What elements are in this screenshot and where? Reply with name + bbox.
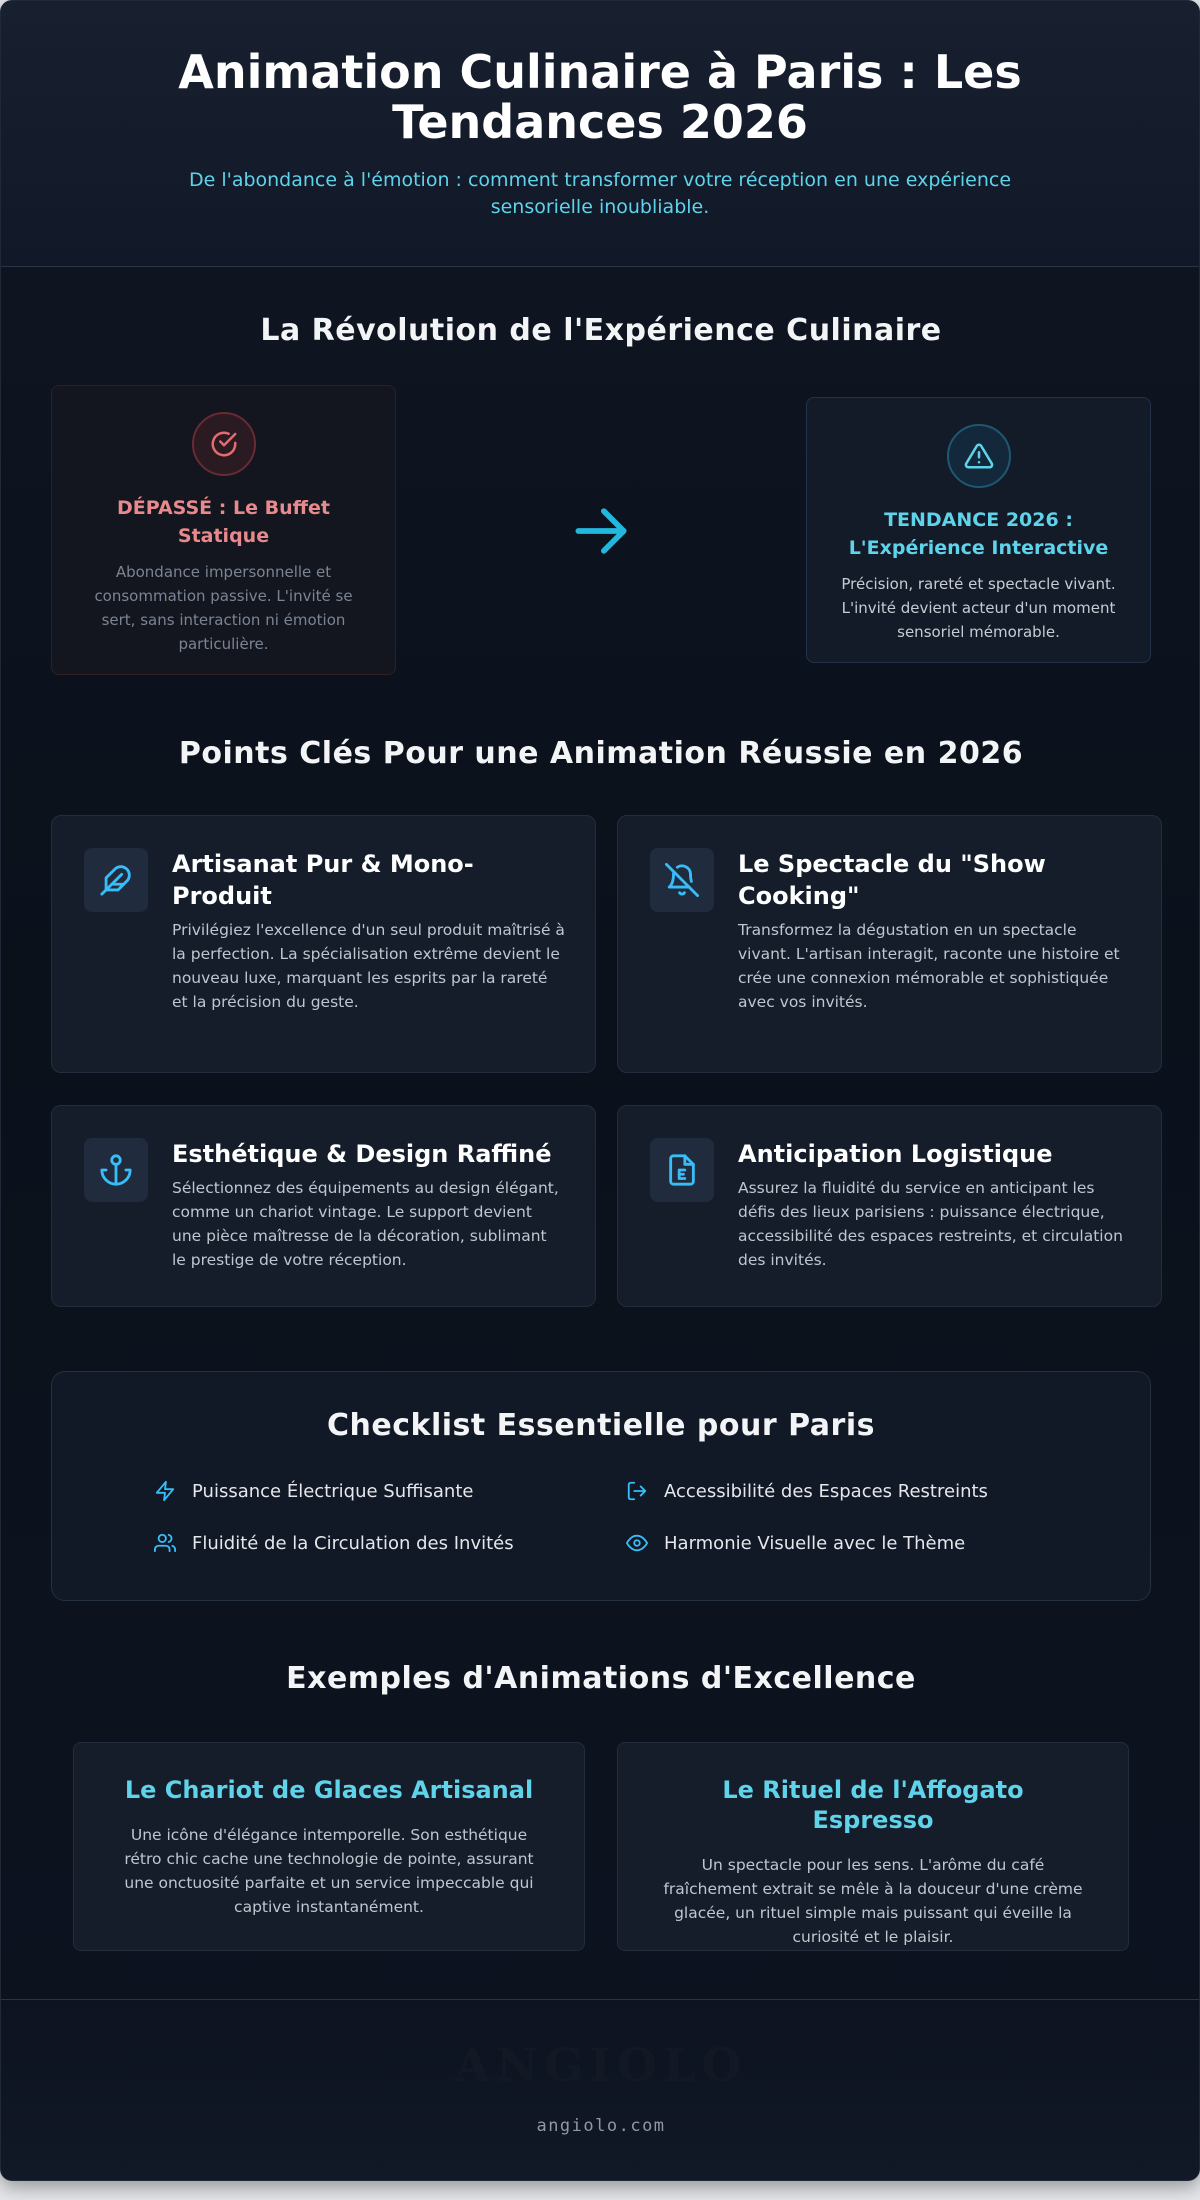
- checklist-title: Checklist Essentielle pour Paris: [327, 1408, 875, 1443]
- example-card: [617, 1742, 1129, 1951]
- key-point-heading: Anticipation Logistique: [738, 1140, 1053, 1168]
- trend-text: Précision, rareté et spectacle vivant. L'invité devient acteur d'un moment sensoriel mémorable.: [841, 575, 1116, 641]
- checklist-item-label: Accessibilité des Espaces Restreints: [664, 1480, 988, 1502]
- outdated-text: Abondance impersonnelle et consommation passive. L'invité se sert, sans interaction ni émotion particulière.: [94, 563, 353, 653]
- checklist-item-label: Harmonie Visuelle avec le Thème: [664, 1532, 966, 1554]
- example-text: Un spectacle pour les sens. L'arôme du café fraîchement extrait se mêle à la douceur d'une crème glacée, un rituel simple mais puissant qui éveille la curiosité et le plaisir.: [663, 1856, 1083, 1946]
- key-point-card: [51, 815, 596, 1073]
- document-icon: [650, 1138, 714, 1202]
- footer-link[interactable]: angiolo.com: [536, 2116, 666, 2136]
- checklist-item: [624, 1530, 965, 1556]
- arrow-right-icon: [567, 497, 635, 569]
- lightning-icon: [152, 1478, 178, 1504]
- key-point-heading: Artisanat Pur & Mono-Produit: [172, 850, 474, 910]
- examples-title: Exemples d'Animations d'Excellence: [286, 1661, 916, 1696]
- users-icon: [152, 1530, 178, 1556]
- warning-triangle-icon: [947, 424, 1011, 488]
- example-card: [73, 1742, 585, 1951]
- checklist-item: [624, 1478, 988, 1504]
- key-points-title: Points Clés Pour une Animation Réussie en 2026: [178, 736, 1024, 771]
- check-circle-icon: [192, 412, 256, 476]
- footer: [1, 1999, 1200, 2181]
- checklist-item: [152, 1478, 473, 1504]
- feather-icon: [84, 848, 148, 912]
- trend-card: [806, 397, 1151, 663]
- trend-heading: TENDANCE 2026 : L'Expérience Interactive: [848, 509, 1109, 559]
- example-heading: Le Chariot de Glaces Artisanal: [124, 1776, 534, 1804]
- checklist-item-label: Puissance Électrique Suffisante: [192, 1480, 474, 1502]
- page-title: Animation Culinaire à Paris : Les Tendances 2026: [178, 45, 1022, 149]
- key-point-text: Assurez la fluidité du service en anticipant les défis des lieux parisiens : puissance électrique, accessibilité des espaces restreints, et circulation des invités.: [738, 1179, 1123, 1269]
- example-heading: Le Rituel de l'Affogato Espresso: [722, 1776, 1024, 1834]
- checklist-panel: [51, 1371, 1151, 1601]
- key-point-card: [617, 1105, 1162, 1307]
- bell-off-icon: [650, 848, 714, 912]
- key-point-text: Privilégiez l'excellence d'un seul produit maîtrisé à la perfection. La spécialisation extrême devient le nouveau luxe, marquant les esprits par la rareté et la précision du geste.: [172, 921, 565, 1011]
- key-point-text: Sélectionnez des équipements au design élégant, comme un chariot vintage. Le support devient une pièce maîtresse de la décoration, sublimant le prestige de votre réception.: [172, 1179, 559, 1269]
- page-subtitle: De l'abondance à l'émotion : comment transformer votre réception en une expérience sensorielle inoubliable.: [188, 169, 1012, 218]
- key-point-heading: Le Spectacle du "Show Cooking": [738, 850, 1046, 910]
- outdated-card: [51, 385, 396, 675]
- example-text: Une icône d'élégance intemporelle. Son esthétique rétro chic cache une technologie de pointe, assurant une onctuosité parfaite et un service impeccable qui captive instantanément.: [124, 1826, 534, 1916]
- outdated-heading: DÉPASSÉ : Le Buffet Statique: [117, 497, 330, 547]
- checklist-item: [152, 1530, 514, 1556]
- anchor-icon: [84, 1138, 148, 1202]
- key-point-card: [617, 815, 1162, 1073]
- hero-header: [1, 1, 1199, 267]
- key-point-text: Transformez la dégustation en un spectacle vivant. L'artisan interagit, raconte une histoire et crée une connexion mémorable et sophistiquée avec vos invités.: [738, 921, 1120, 1011]
- checklist-item-label: Fluidité de la Circulation des Invités: [192, 1532, 514, 1554]
- key-point-card: [51, 1105, 596, 1307]
- revolution-title: La Révolution de l'Expérience Culinaire: [260, 313, 942, 348]
- eye-icon: [624, 1530, 650, 1556]
- brand-logo: ANGIOLO: [454, 2038, 748, 2092]
- log-in-icon: [624, 1478, 650, 1504]
- key-point-heading: Esthétique & Design Raffiné: [172, 1140, 552, 1168]
